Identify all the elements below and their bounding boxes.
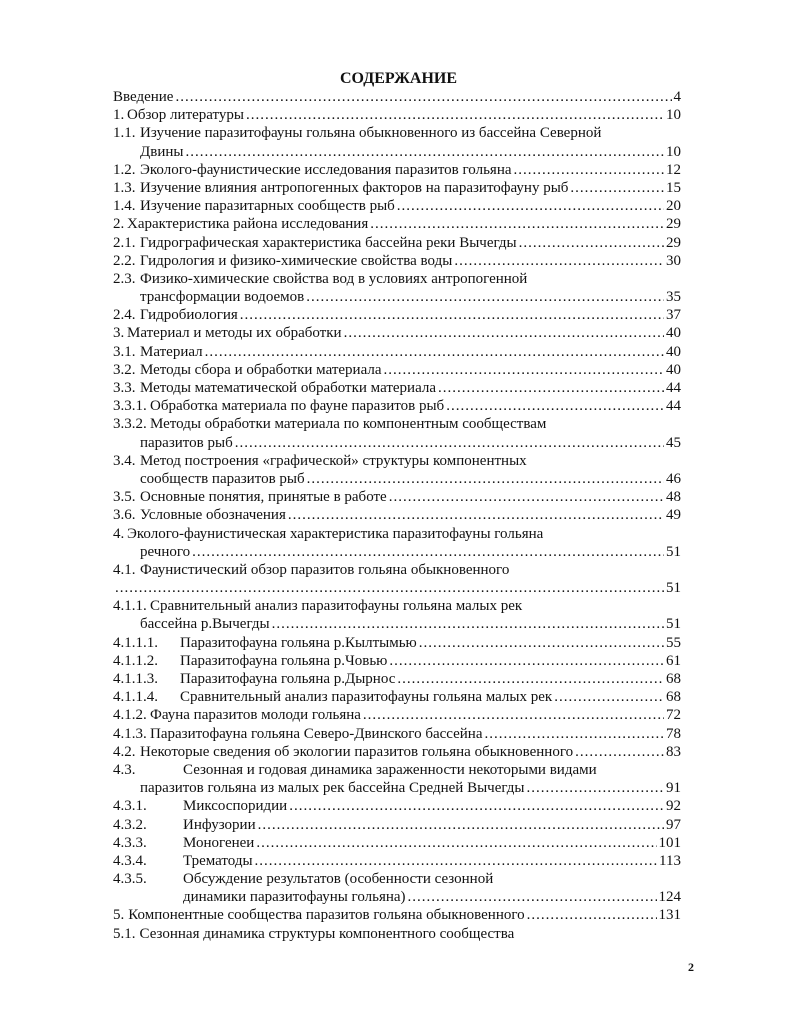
toc-entry-continuation[interactable] xyxy=(113,579,681,597)
entry-title: Основные понятия, принятые в работе xyxy=(140,489,387,506)
entry-number: 5.1. xyxy=(113,925,136,942)
toc-entry-continuation[interactable] xyxy=(113,615,681,633)
toc-entry[interactable] xyxy=(113,743,681,761)
toc-entry-continuation[interactable] xyxy=(113,779,681,797)
entry-page: 68 xyxy=(666,689,681,706)
dot-leader xyxy=(438,379,664,397)
entry-number: 2.3. xyxy=(113,270,136,287)
toc-entry[interactable] xyxy=(113,652,681,670)
entry-title: Гидрология и физико-химические свойства воды xyxy=(140,252,453,269)
entry-title: Фауна паразитов молоди гольяна xyxy=(150,707,361,724)
entry-number: 4.1. xyxy=(113,561,136,578)
entry-number: 4.3.4. xyxy=(113,852,147,869)
dot-leader xyxy=(446,397,664,415)
toc-entry[interactable] xyxy=(113,906,681,924)
entry-title: Изучение паразитарных сообществ рыб xyxy=(140,198,395,215)
entry-title: Методы математической обработки материала xyxy=(140,380,437,396)
toc-entry[interactable] xyxy=(113,634,681,652)
dot-leader xyxy=(397,197,664,215)
entry-number: 1.2. xyxy=(113,161,136,178)
toc-entry[interactable] xyxy=(113,343,681,361)
entry-number: 1.4. xyxy=(113,198,136,215)
toc-entry-continuation[interactable] xyxy=(113,143,681,161)
entry-title: Метод построения «графической» структуры компонентных xyxy=(140,452,527,469)
entry-title: Паразитофауна гольяна р.Човью xyxy=(180,652,388,669)
entry-number: 3.3.2. xyxy=(113,416,147,433)
entry-title: Материал и методы их обработки xyxy=(127,325,342,342)
entry-number: 4.1.1.2. xyxy=(113,652,158,669)
entry-title: Обзор литературы xyxy=(127,107,244,124)
entry-title: Физико-химические свойства вод в условиях антропогенной xyxy=(140,270,528,287)
entry-number: 4.3.3. xyxy=(113,834,147,851)
entry-page: 51 xyxy=(666,616,681,633)
entry-page: 20 xyxy=(666,198,681,215)
entry-number: 3.3. xyxy=(113,380,136,396)
entry-title: Методы сбора и обработки материала xyxy=(140,361,382,378)
toc-entry[interactable] xyxy=(113,925,681,943)
entry-page: 61 xyxy=(666,652,681,669)
entry-number: 4.1.1. xyxy=(113,598,147,615)
toc-entry[interactable] xyxy=(113,706,681,724)
toc-entry-continuation[interactable] xyxy=(113,470,681,488)
entry-page: 124 xyxy=(658,889,681,906)
toc-entry[interactable] xyxy=(113,270,681,288)
dot-leader xyxy=(246,106,664,124)
toc-entry[interactable] xyxy=(113,215,681,233)
dot-leader xyxy=(370,215,664,233)
dot-leader xyxy=(554,688,664,706)
entry-title-continuation: сообществ паразитов рыб xyxy=(140,470,305,487)
entry-page: 46 xyxy=(666,470,681,487)
entry-title: Фаунистический обзор паразитов гольяна обыкновенного xyxy=(140,561,510,578)
toc-entry[interactable] xyxy=(113,488,681,506)
entry-title-continuation: паразитов гольяна из малых рек бассейна Средней Вычегды xyxy=(140,780,525,797)
entry-page: 4 xyxy=(673,89,681,105)
dot-leader xyxy=(272,615,664,633)
dot-leader xyxy=(256,834,656,852)
toc-entry[interactable] xyxy=(113,870,681,888)
toc-entry[interactable] xyxy=(113,506,681,524)
entry-title-continuation: речного xyxy=(140,543,191,560)
dot-leader xyxy=(307,470,664,488)
entry-number: 3.2. xyxy=(113,361,136,378)
entry-number: 2. xyxy=(113,216,125,233)
dot-leader xyxy=(258,816,664,834)
entry-number: 4.1.1.3. xyxy=(113,671,158,687)
entry-page: 29 xyxy=(666,216,681,233)
toc-entry[interactable] xyxy=(113,761,681,779)
entry-number: 3.4. xyxy=(113,452,136,469)
entry-page: 37 xyxy=(666,307,681,324)
dot-leader xyxy=(240,306,664,324)
entry-page: 51 xyxy=(666,580,681,597)
entry-title: Обсуждение результатов (особенности сезонной xyxy=(183,871,494,888)
entry-number: 3.1. xyxy=(113,343,136,360)
toc-entry[interactable] xyxy=(113,525,681,543)
entry-page: 30 xyxy=(666,252,681,269)
dot-leader xyxy=(484,725,664,743)
entry-number: 4. xyxy=(113,525,125,542)
entry-title: Гидрографическая характеристика бассейна реки Вычегды xyxy=(140,234,517,251)
entry-number: 2.2. xyxy=(113,252,136,269)
dot-leader xyxy=(363,706,664,724)
entry-title: Моногенеи xyxy=(183,834,255,851)
entry-page: 48 xyxy=(666,489,681,506)
entry-title: Некоторые сведения об экологии паразитов гольяна обыкновенного xyxy=(140,743,574,760)
toc-entry[interactable] xyxy=(113,834,681,852)
entry-number: 3.6. xyxy=(113,507,136,524)
entry-title: Обработка материала по фауне паразитов рыб xyxy=(150,398,445,415)
toc-entry[interactable] xyxy=(113,88,681,106)
entry-page: 15 xyxy=(666,179,681,196)
entry-page: 49 xyxy=(666,507,681,524)
entry-page: 44 xyxy=(666,398,681,415)
dot-leader xyxy=(570,179,664,197)
entry-page: 113 xyxy=(659,852,681,869)
entry-number: 4.3.2. xyxy=(113,816,147,833)
entry-page: 10 xyxy=(666,143,681,160)
dot-leader xyxy=(527,779,665,797)
toc-entry-continuation[interactable] xyxy=(113,543,681,561)
entry-page: 12 xyxy=(666,161,681,178)
dot-leader xyxy=(289,797,664,815)
dot-leader xyxy=(175,88,671,106)
dot-leader xyxy=(408,888,657,906)
entry-number: 4.1.2. xyxy=(113,707,147,724)
entry-page: 55 xyxy=(666,634,681,651)
entry-page: 29 xyxy=(666,234,681,251)
entry-title: Характеристика района исследования xyxy=(127,216,369,233)
toc-entry[interactable] xyxy=(113,816,681,834)
dot-leader xyxy=(115,579,664,597)
dot-leader xyxy=(575,743,664,761)
toc-entry[interactable] xyxy=(113,670,681,688)
toc-entry-continuation[interactable] xyxy=(113,434,681,452)
entry-number: 1.1. xyxy=(113,125,136,142)
entry-page: 68 xyxy=(666,671,681,687)
entry-title: Изучение паразитофауны гольяна обыкновенного из бассейна Северной xyxy=(140,125,602,142)
entry-title-continuation: трансформации водоемов xyxy=(140,289,305,306)
entry-page: 92 xyxy=(666,798,681,815)
toc-entry[interactable] xyxy=(113,179,681,197)
entry-title: Сезонная и годовая динамика зараженности некоторыми видами xyxy=(183,761,597,778)
toc-entry-continuation[interactable] xyxy=(113,288,681,306)
entry-number: 2.4. xyxy=(113,307,136,324)
entry-title: Условные обозначения xyxy=(140,507,286,524)
dot-leader xyxy=(235,434,664,452)
toc-entry[interactable] xyxy=(113,397,681,415)
toc-entry[interactable] xyxy=(113,306,681,324)
entry-title: Изучение влияния антропогенных факторов на паразитофауну рыб xyxy=(140,179,569,196)
entry-number: 4.3.1. xyxy=(113,798,147,815)
entry-title: Сравнительный анализ паразитофауны гольяна малых рек xyxy=(180,689,553,706)
entry-page: 35 xyxy=(666,289,681,306)
entry-page: 97 xyxy=(666,816,681,833)
entry-number: 4.1.1.1. xyxy=(113,634,158,651)
entry-title: Эколого-фаунистическая характеристика паразитофауны гольяна xyxy=(127,525,544,542)
entry-number: 3. xyxy=(113,325,125,342)
toc-entry[interactable] xyxy=(113,106,681,124)
toc-entry[interactable] xyxy=(113,561,681,579)
entry-number: 2.1. xyxy=(113,234,136,251)
dot-leader xyxy=(192,543,664,561)
toc-entry[interactable] xyxy=(113,415,681,433)
toc-entry[interactable] xyxy=(113,197,681,215)
dot-leader xyxy=(527,906,657,924)
entry-title: Трематоды xyxy=(183,852,253,869)
dot-leader xyxy=(255,852,658,870)
toc-entry[interactable] xyxy=(113,379,681,397)
entry-page: 131 xyxy=(658,907,681,924)
entry-number: 1. xyxy=(113,107,125,124)
toc-entry[interactable] xyxy=(113,161,681,179)
dot-leader xyxy=(389,488,664,506)
page-number: 2 xyxy=(688,960,694,974)
entry-title: Сравнительный анализ паразитофауны гольяна малых рек xyxy=(150,598,523,615)
entry-page: 45 xyxy=(666,434,681,451)
entry-page: 83 xyxy=(666,743,681,760)
entry-title: Гидробиология xyxy=(140,307,238,324)
entry-page: 44 xyxy=(666,380,681,396)
entry-page: 40 xyxy=(666,361,681,378)
dot-leader xyxy=(288,506,664,524)
entry-title: Введение xyxy=(113,89,174,105)
dot-leader xyxy=(419,634,664,652)
table-of-contents xyxy=(113,88,681,943)
entry-title-continuation: динамики паразитофауны гольяна) xyxy=(183,889,406,906)
toc-entry[interactable] xyxy=(113,852,681,870)
entry-page: 51 xyxy=(666,543,681,560)
entry-title: Методы обработки материала по компонентным сообществам xyxy=(150,416,547,433)
toc-entry[interactable] xyxy=(113,797,681,815)
entry-page: 101 xyxy=(658,834,681,851)
entry-title: Паразитофауна гольяна р.Кылтымью xyxy=(180,634,417,651)
entry-page: 78 xyxy=(666,725,681,742)
entry-title-continuation: бассейна р.Вычегды xyxy=(140,616,270,633)
entry-number: 3.5. xyxy=(113,489,136,506)
toc-entry[interactable] xyxy=(113,324,681,342)
entry-number: 4.1.1.4. xyxy=(113,689,158,706)
entry-page: 72 xyxy=(666,707,681,724)
entry-page: 91 xyxy=(666,780,681,797)
toc-entry[interactable] xyxy=(113,597,681,615)
toc-entry-continuation[interactable] xyxy=(113,888,681,906)
dot-leader xyxy=(389,652,664,670)
toc-entry[interactable] xyxy=(113,361,681,379)
entry-title: Инфузории xyxy=(183,816,256,833)
entry-page: 40 xyxy=(666,343,681,360)
entry-number: 1.3. xyxy=(113,179,136,196)
entry-title: Паразитофауна гольяна р.Дырнос xyxy=(180,671,396,687)
entry-number: 4.3.5. xyxy=(113,871,147,888)
entry-number: 3.3.1. xyxy=(113,398,147,415)
toc-entry[interactable] xyxy=(113,124,681,142)
toc-entry[interactable] xyxy=(113,725,681,743)
toc-entry[interactable] xyxy=(113,234,681,252)
dot-leader xyxy=(344,324,664,342)
entry-number: 4.2. xyxy=(113,743,136,760)
toc-heading: СОДЕРЖАНИЕ xyxy=(339,70,458,87)
dot-leader xyxy=(306,288,664,306)
dot-leader xyxy=(205,343,664,361)
entry-title: Материал xyxy=(140,343,203,360)
entry-title-continuation: паразитов рыб xyxy=(140,434,233,451)
dot-leader xyxy=(185,143,664,161)
entry-title: Эколого-фаунистические исследования паразитов гольяна xyxy=(140,161,512,178)
dot-leader xyxy=(397,670,664,688)
entry-title-continuation: Двины xyxy=(140,143,184,160)
entry-number: 4.3. xyxy=(113,761,136,778)
entry-number: 4.1.3. xyxy=(113,725,147,742)
toc-entry[interactable] xyxy=(113,688,681,706)
dot-leader xyxy=(519,234,664,252)
entry-title: Паразитофауна гольяна Северо-Двинского бассейна xyxy=(150,725,483,742)
toc-entry[interactable] xyxy=(113,252,681,270)
entry-page: 40 xyxy=(666,325,681,342)
entry-title: Сезонная динамика структуры компонентного сообщества xyxy=(139,925,515,942)
entry-title: Миксоспоридии xyxy=(183,798,288,815)
entry-number: 5. xyxy=(113,907,125,924)
entry-page: 10 xyxy=(666,107,681,124)
dot-leader xyxy=(454,252,664,270)
dot-leader xyxy=(514,161,665,179)
entry-title: Компонентные сообщества паразитов гольяна обыкновенного xyxy=(128,907,525,924)
dot-leader xyxy=(384,361,664,379)
toc-entry[interactable] xyxy=(113,452,681,470)
